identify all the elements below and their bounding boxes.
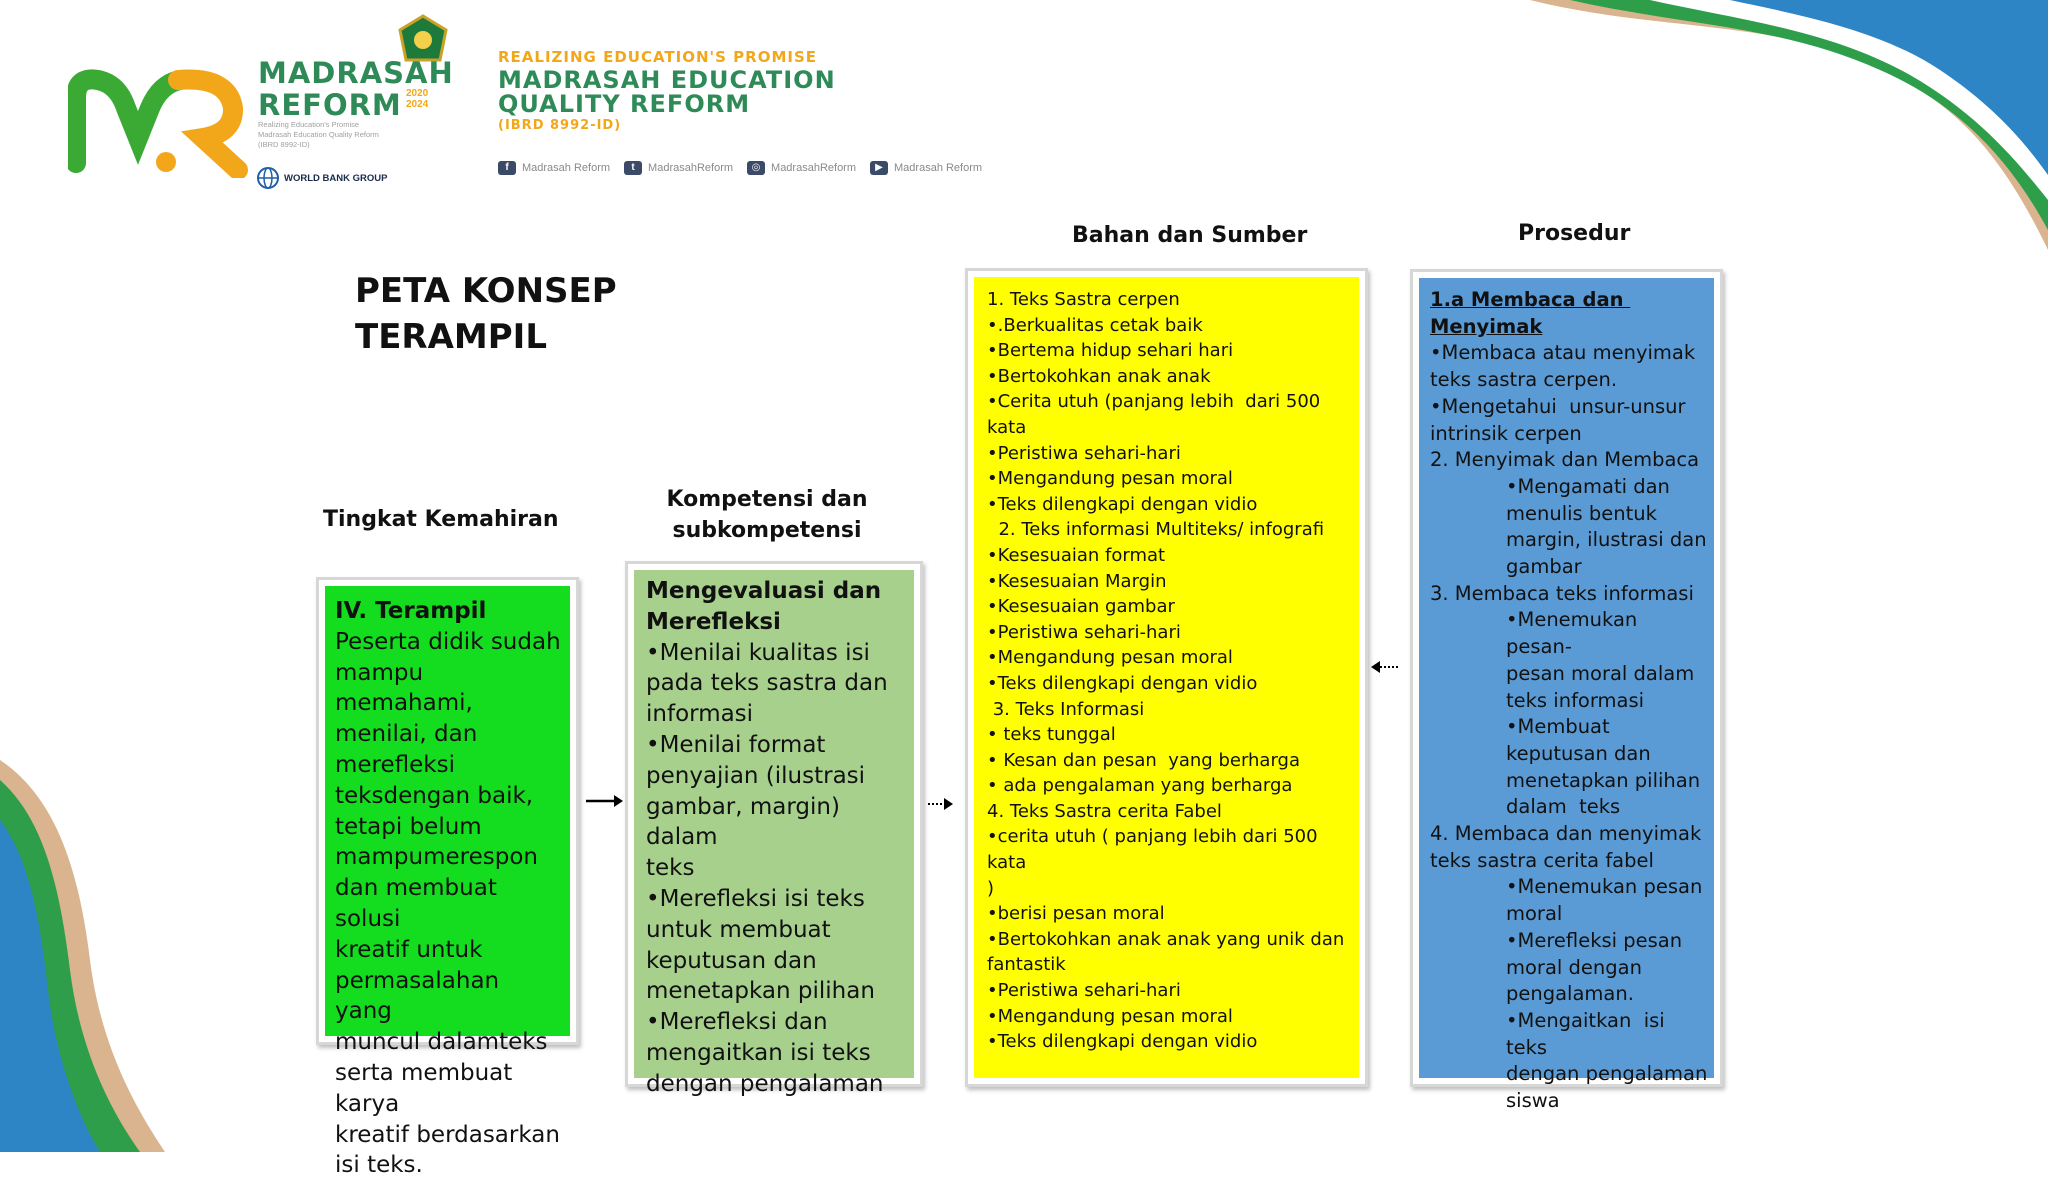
logo-year-start: 2020 xyxy=(406,88,429,99)
materials-list-item: 3. Teks Informasi xyxy=(987,698,1145,720)
materials-list-item: 1. Teks Sastra cerpen xyxy=(987,289,1180,310)
proficiency-level-description: Peserta didik sudah mampu memahami, menilai, dan merefleksi teksdengan baik, tetapi belum mampumerespon dan membuat solusi kreatif untuk permasalahan yang muncul dalamteks serta membuat karya kreatif berdasarkan isi teks. xyxy=(335,628,561,1179)
procedure-list-item: teks sastra cerpen. xyxy=(1430,368,1618,392)
materials-list-item: •Peristiwa sehari-hari xyxy=(987,442,1181,464)
proficiency-level-box xyxy=(316,577,579,1179)
facebook-icon: f xyxy=(498,161,516,175)
column-heading-kompetensi-line-2: subkompetensi xyxy=(672,518,862,543)
materials-sources-box xyxy=(965,268,1368,1087)
materials-list-item: 2. Teks informasi Multiteks/ infografi xyxy=(987,519,1325,541)
materials-list-item: •Teks dilengkapi dengan vidio xyxy=(987,1031,1258,1053)
procedure-title: 1.a Membaca dan Menyimak xyxy=(1430,288,1631,338)
materials-list-item: •berisi pesan moral xyxy=(987,903,1165,925)
procedure-list-item: keputusan dan xyxy=(1506,741,1651,765)
procedure-list-item: •Membuat xyxy=(1506,715,1610,739)
program-title-line-2: QUALITY REFORM xyxy=(498,90,751,118)
competency-box xyxy=(625,561,923,1097)
procedure-list-item: •Mengaitkan isi teks xyxy=(1506,1008,1671,1059)
social-label: Madrasah Reform xyxy=(894,162,983,174)
materials-list-item: •Kesesuaian format xyxy=(987,544,1166,566)
procedure-list-item: pengalaman. xyxy=(1506,982,1634,1006)
procedure-list-item: moral dengan xyxy=(1506,955,1642,979)
column-heading-prosedur: Prosedur xyxy=(1518,221,1631,246)
materials-list-item: •Peristiwa sehari-hari xyxy=(987,621,1181,643)
materials-list-item: •.Berkualitas cetak baik xyxy=(987,314,1203,336)
mr-logo-mark-icon xyxy=(68,58,248,178)
materials-list-item: •Bertema hidup sehari hari xyxy=(987,340,1234,362)
materials-list-item: •Cerita utuh (panjang lebih dari 500 kata xyxy=(987,391,1326,438)
materials-list-item: •Bertokohkan anak anak xyxy=(987,365,1211,387)
procedure-list-item: pesan moral dalam xyxy=(1506,661,1695,685)
procedure-list-item: menulis bentuk xyxy=(1506,501,1657,525)
procedure-list-item: •Membaca atau menyimak xyxy=(1430,341,1696,365)
decorative-wave-bottom-left xyxy=(0,740,170,1152)
logo-word-reform: REFORM xyxy=(258,88,402,122)
column-heading-kompetensi-line-1: Kompetensi dan xyxy=(666,487,868,512)
arrow-right-dotted-icon xyxy=(926,794,954,814)
procedure-list-item: •Menemukan pesan xyxy=(1506,875,1703,899)
materials-list-item: • Kesan dan pesan yang berharga xyxy=(987,749,1301,771)
arrow-left-dotted-icon xyxy=(1368,657,1400,677)
madrasah-reform-logo xyxy=(68,14,458,194)
procedure-list-item: •Menemukan pesan- xyxy=(1506,608,1644,659)
procedure-list-item: 3. Membaca teks informasi xyxy=(1430,581,1694,605)
procedure-list-item: teks sastra cerita fabel xyxy=(1430,848,1654,872)
logo-small-line: (IBRD 8992-ID) xyxy=(258,140,310,149)
proficiency-level-heading: IV. Terampil xyxy=(335,598,487,624)
column-heading-tingkat-kemahiran: Tingkat Kemahiran xyxy=(323,507,559,532)
procedure-list-item: margin, ilustrasi dan xyxy=(1506,528,1707,552)
social-label: MadrasahReform xyxy=(771,162,857,174)
procedure-list-item: dalam teks xyxy=(1506,795,1621,819)
instagram-icon: ◎ xyxy=(747,161,765,175)
promise-tagline: REALIZING EDUCATION'S PROMISE xyxy=(498,48,818,66)
procedure-list-item: •Merefleksi pesan xyxy=(1506,928,1683,952)
logo-year-end: 2024 xyxy=(406,99,429,110)
world-bank-label: WORLD BANK GROUP xyxy=(284,172,388,184)
competency-heading: Mengevaluasi dan Merefleksi xyxy=(646,578,882,635)
procedure-list-item: 4. Membaca dan menyimak xyxy=(1430,822,1702,846)
arrow-right-solid-icon xyxy=(584,791,624,811)
materials-list-item: ) xyxy=(987,877,995,899)
materials-list-item: •cerita utuh ( panjang lebih dari 500 kata xyxy=(987,826,1324,874)
logo-word-madrasah: MADRASAH xyxy=(258,56,454,90)
materials-list-item: •Mengandung pesan moral xyxy=(987,647,1233,669)
materials-list-item: •Bertokohkan anak anak yang unik dan xyxy=(987,928,1345,950)
procedure-list-item: •Mengamati dan xyxy=(1506,474,1670,498)
procedure-list xyxy=(1430,287,1708,1115)
loan-code: (IBRD 8992-ID) xyxy=(498,118,622,133)
procedure-list-item: 2. Menyimak dan Membaca xyxy=(1430,448,1700,472)
procedure-list-item: teks informasi xyxy=(1506,688,1645,712)
procedure-list-item: gambar xyxy=(1506,555,1582,579)
page-title xyxy=(355,268,617,360)
logo-small-line: Madrasah Education Quality Reform xyxy=(258,130,379,139)
procedure-list-item: menetapkan pilihan xyxy=(1506,768,1701,792)
social-link-instagram[interactable] xyxy=(747,161,856,175)
world-bank-globe-icon xyxy=(256,166,280,190)
procedure-list-item: intrinsik cerpen xyxy=(1430,421,1582,445)
materials-list-item: 4. Teks Sastra cerita Fabel xyxy=(987,800,1222,822)
procedure-list-item: •Mengetahui unsur-unsur xyxy=(1430,394,1686,418)
column-heading-bahan-dan-sumber: Bahan dan Sumber xyxy=(1072,223,1308,248)
twitter-icon: t xyxy=(624,161,642,175)
materials-list-item: • ada pengalaman yang berharga xyxy=(987,775,1293,797)
materials-list-item: •Teks dilengkapi dengan vidio xyxy=(987,672,1258,694)
social-label: MadrasahReform xyxy=(648,162,734,174)
social-link-facebook[interactable] xyxy=(498,161,610,175)
materials-list-item: fantastik xyxy=(987,954,1066,976)
materials-list-item: • teks tunggal xyxy=(987,724,1116,746)
column-heading-kompetensi xyxy=(630,484,904,546)
materials-list-item: •Kesesuaian Margin xyxy=(987,570,1167,592)
youtube-icon: ▶ xyxy=(870,161,888,175)
social-label: Madrasah Reform xyxy=(522,162,611,174)
social-link-youtube[interactable] xyxy=(870,161,982,175)
procedure-list-item: dengan pengalaman xyxy=(1506,1062,1708,1086)
materials-list-item: •Mengandung pesan moral xyxy=(987,468,1233,490)
materials-list-item: •Kesesuaian gambar xyxy=(987,596,1175,618)
logo-small-line: Realizing Education's Promise xyxy=(258,120,360,129)
program-title-line-1: MADRASAH EDUCATION xyxy=(498,66,836,94)
materials-list-item: •Peristiwa sehari-hari xyxy=(987,980,1181,1002)
materials-list xyxy=(987,287,1353,1055)
materials-list-item: •Mengandung pesan moral xyxy=(987,1005,1233,1027)
procedure-list-item: moral xyxy=(1506,902,1563,926)
page-title-line-1: PETA KONSEP xyxy=(355,271,617,311)
page-title-line-2: TERAMPIL xyxy=(355,317,547,357)
procedure-box xyxy=(1410,269,1723,1113)
social-links xyxy=(498,161,982,175)
materials-list-item: •Teks dilengkapi dengan vidio xyxy=(987,493,1258,515)
competency-description: •Menilai kualitas isi pada teks sastra dan informasi •Menilai format penyajian (ilustrasi gambar, margin) dalam teks •Merefleksi isi teks untuk membuat keputusan dan menetapkan pilihan •Merefleksi dan mengaitkan isi teks dengan pengalaman xyxy=(646,639,888,1097)
procedure-list-item: siswa xyxy=(1506,1089,1560,1113)
social-link-twitter[interactable] xyxy=(624,161,733,175)
